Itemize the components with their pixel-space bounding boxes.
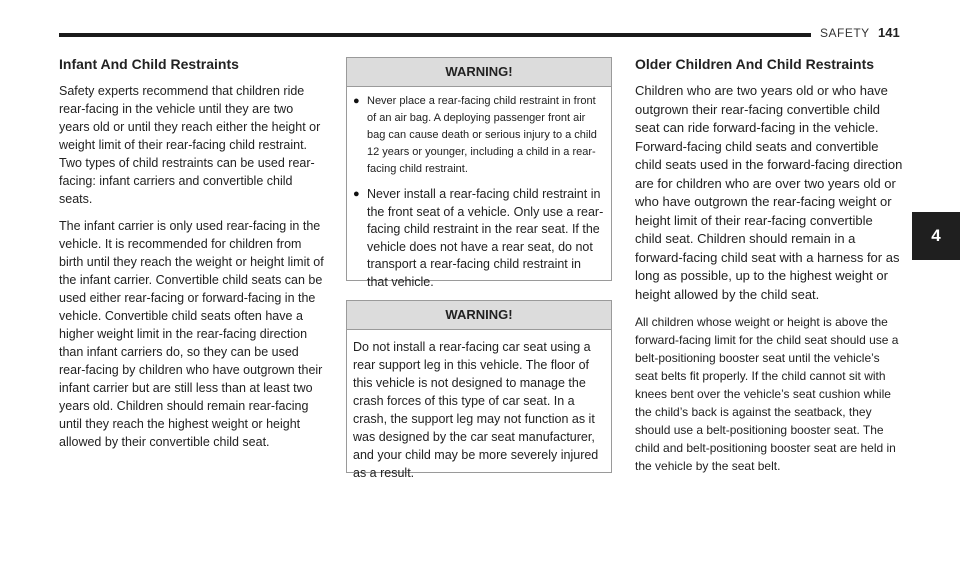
chapter-tab: 4 [912, 212, 960, 260]
warning-body [347, 330, 611, 488]
warning-box-support-leg [346, 300, 612, 480]
warning-body [347, 87, 611, 305]
warning-item [353, 93, 605, 178]
page-number: 141 [878, 25, 900, 40]
paragraph: Safety experts recommend that children ride rear-facing in the vehicle until they are two years old or until they reach either the height or weight limit of their rear-facing child restraint. Two types of child restraints can be used rear-facing: infant carriers and convertible child seats. [59, 84, 321, 206]
left-column [59, 54, 325, 460]
warning-box-airbag [346, 57, 612, 289]
warning-item-text: Never install a rear-facing child restraint in the front seat of a vehicle. Only use a rear-facing child restraint in the rear seat. If the vehicle does not have a rear seat, do not transport a rear-facing child restraint in that vehicle. [367, 187, 604, 289]
warning-title: WARNING! [347, 301, 611, 330]
bullet-icon: ● [353, 188, 360, 200]
warning-item-text: Never place a rear-facing child restraint in front of an air bag. A deploying passenger front air bag can cause death or serious injury to a child 12 years or younger, including a child in a rear-facing child restraint. [367, 95, 597, 175]
right-column [635, 54, 903, 484]
paragraph: All children whose weight or height is above the forward-facing limit for the child seat should use a belt-positioning booster seat until the vehicle’s seat belts fit properly. If the child cannot sit with knees bent over the vehicle’s seat cushion while the child’s back is against the seatback, they should use a belt-positioning booster seat. The child and belt-positioning booster seat are held in the vehicle by the seat belt. [635, 315, 899, 473]
warning-text: Do not install a rear-facing car seat using a rear support leg in this vehicle. The floor of this vehicle is not designed to manage the crash forces of this type of car seat. In a crash, the support leg may not function as it was designed by the car seat manufacturer, and your child may be more severely injured as a result. [353, 340, 599, 480]
header-rule [59, 33, 811, 37]
paragraph: Children who are two years old or who have outgrown their rear-facing convertible child seat can ride forward-facing in the vehicle. Forward-facing child seats and convertible child seats used in the forward-facing direction are for children who are over two years old or who have outgrown the rear-facing weight or height limit of their rear-facing convertible child seat. Children should remain in a forward-facing child seat with a harness for as long as possible, up to the highest weight or height allowed by the child seat. [635, 83, 903, 302]
warning-item [353, 186, 605, 291]
section-title-infant: Infant And Child Restraints [59, 56, 239, 72]
bullet-icon: ● [353, 95, 360, 107]
warning-list [353, 93, 605, 291]
paragraph: The infant carrier is only used rear-facing in the vehicle. It is recommended for children from birth until they reach the weight or height limit of the infant carrier. Convertible child seats can be used either rear-facing or forward-facing in the vehicle. Convertible child seats often have a higher weight limit in the rear-facing direction than infant carriers do, so they can be used rear-facing by children who have outgrown their infant carrier but are still less than at least two years old. Children should remain rear-facing until they reach the highest weight or height allowed by their convertible child seat. [59, 219, 324, 449]
section-name: SAFETY [820, 26, 870, 40]
warning-title: WARNING! [347, 58, 611, 87]
section-title-older-children: Older Children And Child Restraints [635, 56, 875, 72]
